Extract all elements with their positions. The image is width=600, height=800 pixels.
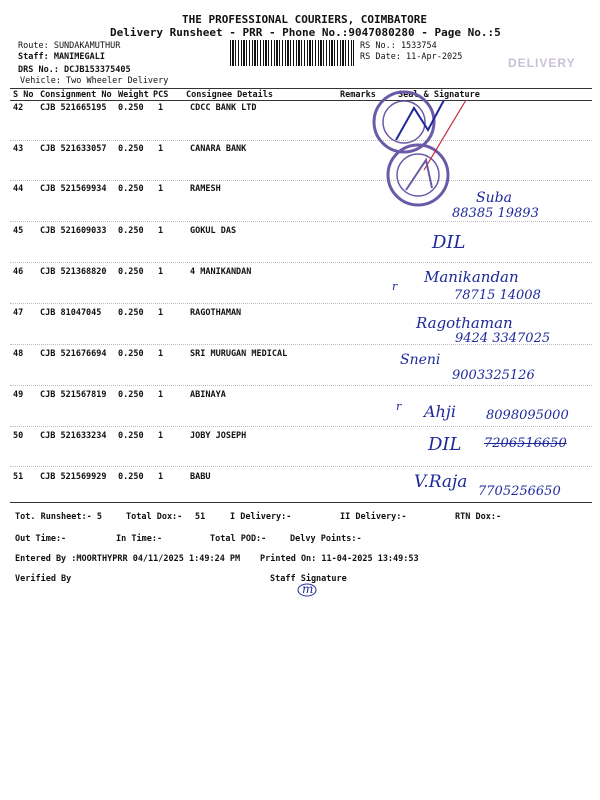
row-sno: 47 — [13, 308, 24, 318]
i-delivery: I Delivery:- — [230, 512, 292, 522]
in-time: In Time:- — [116, 534, 163, 544]
runsheet-title: Delivery Runsheet - PRR - Phone No.:9047080280 - Page No.:5 — [110, 26, 501, 39]
row-weight: 0.250 — [118, 226, 144, 236]
row-divider — [10, 180, 592, 181]
handwritten-signature: Ahji — [424, 402, 456, 421]
ii-delivery: II Delivery:- — [340, 512, 407, 522]
row-weight: 0.250 — [118, 431, 144, 441]
row-divider — [10, 262, 592, 263]
row-pcs: 1 — [158, 103, 164, 113]
col-weight: Weight — [118, 90, 149, 100]
row-pcs: 1 — [158, 226, 164, 236]
delivery-seal-stamp — [366, 80, 476, 220]
staff-name: Staff: MANIMEGALI — [18, 52, 105, 62]
row-divider — [10, 303, 592, 304]
table-top-border — [10, 88, 592, 89]
printed-on: Printed On: 11-04-2025 13:49:53 — [260, 554, 419, 564]
handwritten-mark: r — [392, 280, 398, 293]
row-consignment: CJB 521676694 — [40, 349, 107, 359]
row-consignee: RAGOTHAMAN — [190, 308, 242, 318]
row-consignment: CJB 521368820 — [40, 267, 107, 277]
row-pcs: 1 — [158, 349, 164, 359]
row-consignee: GOKUL DAS — [190, 226, 237, 236]
total-dox-label: Total Dox:- — [126, 512, 183, 522]
handwritten-name: Suba — [476, 190, 512, 206]
out-time: Out Time:- — [15, 534, 67, 544]
row-weight: 0.250 — [118, 390, 144, 400]
handwritten-name: Sneni — [400, 352, 441, 368]
table-bottom-border — [10, 502, 592, 503]
row-pcs: 1 — [158, 144, 164, 154]
col-consignee: Consignee Details — [186, 90, 273, 100]
handwritten-dil: DIL — [432, 232, 466, 253]
row-consignee: ABINAYA — [190, 390, 226, 400]
row-pcs: 1 — [158, 472, 164, 482]
col-signature: Seal & Signature — [398, 90, 480, 100]
handwritten-struck-phone: 7206516650 — [484, 436, 567, 451]
staff-initial: m — [302, 582, 314, 596]
row-consignee: JOBY JOSEPH — [190, 431, 247, 441]
row-sno: 44 — [13, 184, 24, 194]
row-consignee: RAMESH — [190, 184, 221, 194]
row-weight: 0.250 — [118, 267, 144, 277]
company-name: THE PROFESSIONAL COURIERS, COIMBATORE — [182, 13, 428, 26]
staff-signature-label: Staff Signature — [270, 574, 347, 584]
row-consignment: CJB 521567819 — [40, 390, 107, 400]
row-consignment: CJB 521569934 — [40, 184, 107, 194]
row-pcs: 1 — [158, 431, 164, 441]
row-sno: 46 — [13, 267, 24, 277]
delvy-points: Delvy Points:- — [290, 534, 362, 544]
row-pcs: 1 — [158, 267, 164, 277]
row-weight: 0.250 — [118, 308, 144, 318]
rtn-dox: RTN Dox:- — [455, 512, 502, 522]
handwritten-phone: 88385 19893 — [452, 206, 539, 221]
total-dox-value: 51 — [195, 512, 206, 522]
row-sno: 45 — [13, 226, 24, 236]
row-consignment: CJB 521569929 — [40, 472, 107, 482]
handwritten-name: Ragothaman — [416, 314, 513, 332]
stamp-ghost-text: DELIVERY — [508, 56, 576, 70]
barcode — [230, 40, 354, 66]
row-consignment: CJB 521665195 — [40, 103, 107, 113]
row-sno: 50 — [13, 431, 24, 441]
handwritten-phone: 9424 3347025 — [455, 331, 551, 346]
row-sno: 43 — [13, 144, 24, 154]
row-consignment: CJB 521633057 — [40, 144, 107, 154]
rs-date: RS Date: 11-Apr-2025 — [360, 52, 463, 62]
row-consignment: CJB 521609033 — [40, 226, 107, 236]
row-sno: 42 — [13, 103, 24, 113]
row-weight: 0.250 — [118, 472, 144, 482]
row-sno: 48 — [13, 349, 24, 359]
row-divider — [10, 140, 592, 141]
row-weight: 0.250 — [118, 349, 144, 359]
col-pcs: PCS — [153, 90, 169, 100]
handwritten-phone: 78715 14008 — [454, 288, 541, 303]
row-divider — [10, 385, 592, 386]
table-header-border — [10, 100, 592, 101]
drs-number: DRS No.: DCJB153375405 — [18, 65, 131, 75]
row-consignee: 4 MANIKANDAN — [190, 267, 252, 277]
col-remarks: Remarks — [340, 90, 376, 100]
handwritten-name: V.Raja — [414, 472, 468, 492]
row-consignee: CDCC BANK LTD — [190, 103, 257, 113]
row-consignee: SRI MURUGAN MEDICAL — [190, 349, 288, 359]
verified-by: Verified By — [15, 574, 72, 584]
vehicle: Vehicle: Two Wheeler Delivery — [20, 76, 169, 86]
row-consignment: CJB 81047045 — [40, 308, 102, 318]
rs-number: RS No.: 1533754 — [360, 41, 437, 51]
handwritten-phone: 8098095000 — [486, 408, 569, 423]
total-pod: Total POD:- — [210, 534, 267, 544]
tot-runsheet: Tot. Runsheet:- 5 — [15, 512, 102, 522]
handwritten-mark: r — [396, 400, 402, 413]
row-divider — [10, 426, 592, 427]
handwritten-dil: DIL — [428, 434, 462, 455]
staff-initial-circle — [296, 582, 318, 598]
handwritten-phone: 7705256650 — [478, 484, 561, 499]
row-weight: 0.250 — [118, 184, 144, 194]
row-consignment: CJB 521633234 — [40, 431, 107, 441]
route: Route: SUNDAKAMUTHUR — [18, 41, 121, 51]
entered-by: Entered By :MOORTHYPRR 04/11/2025 1:49:24 PM — [15, 554, 241, 564]
row-weight: 0.250 — [118, 103, 144, 113]
handwritten-phone: 9003325126 — [452, 368, 535, 383]
row-consignee: BABU — [190, 472, 211, 482]
row-sno: 49 — [13, 390, 24, 400]
row-sno: 51 — [13, 472, 24, 482]
col-sno: S No — [13, 90, 34, 100]
row-divider — [10, 466, 592, 467]
row-consignee: CANARA BANK — [190, 144, 247, 154]
row-pcs: 1 — [158, 390, 164, 400]
row-divider — [10, 221, 592, 222]
row-pcs: 1 — [158, 184, 164, 194]
col-consignment: Consignment No — [40, 90, 112, 100]
row-weight: 0.250 — [118, 144, 144, 154]
handwritten-name: Manikandan — [424, 268, 519, 286]
row-pcs: 1 — [158, 308, 164, 318]
